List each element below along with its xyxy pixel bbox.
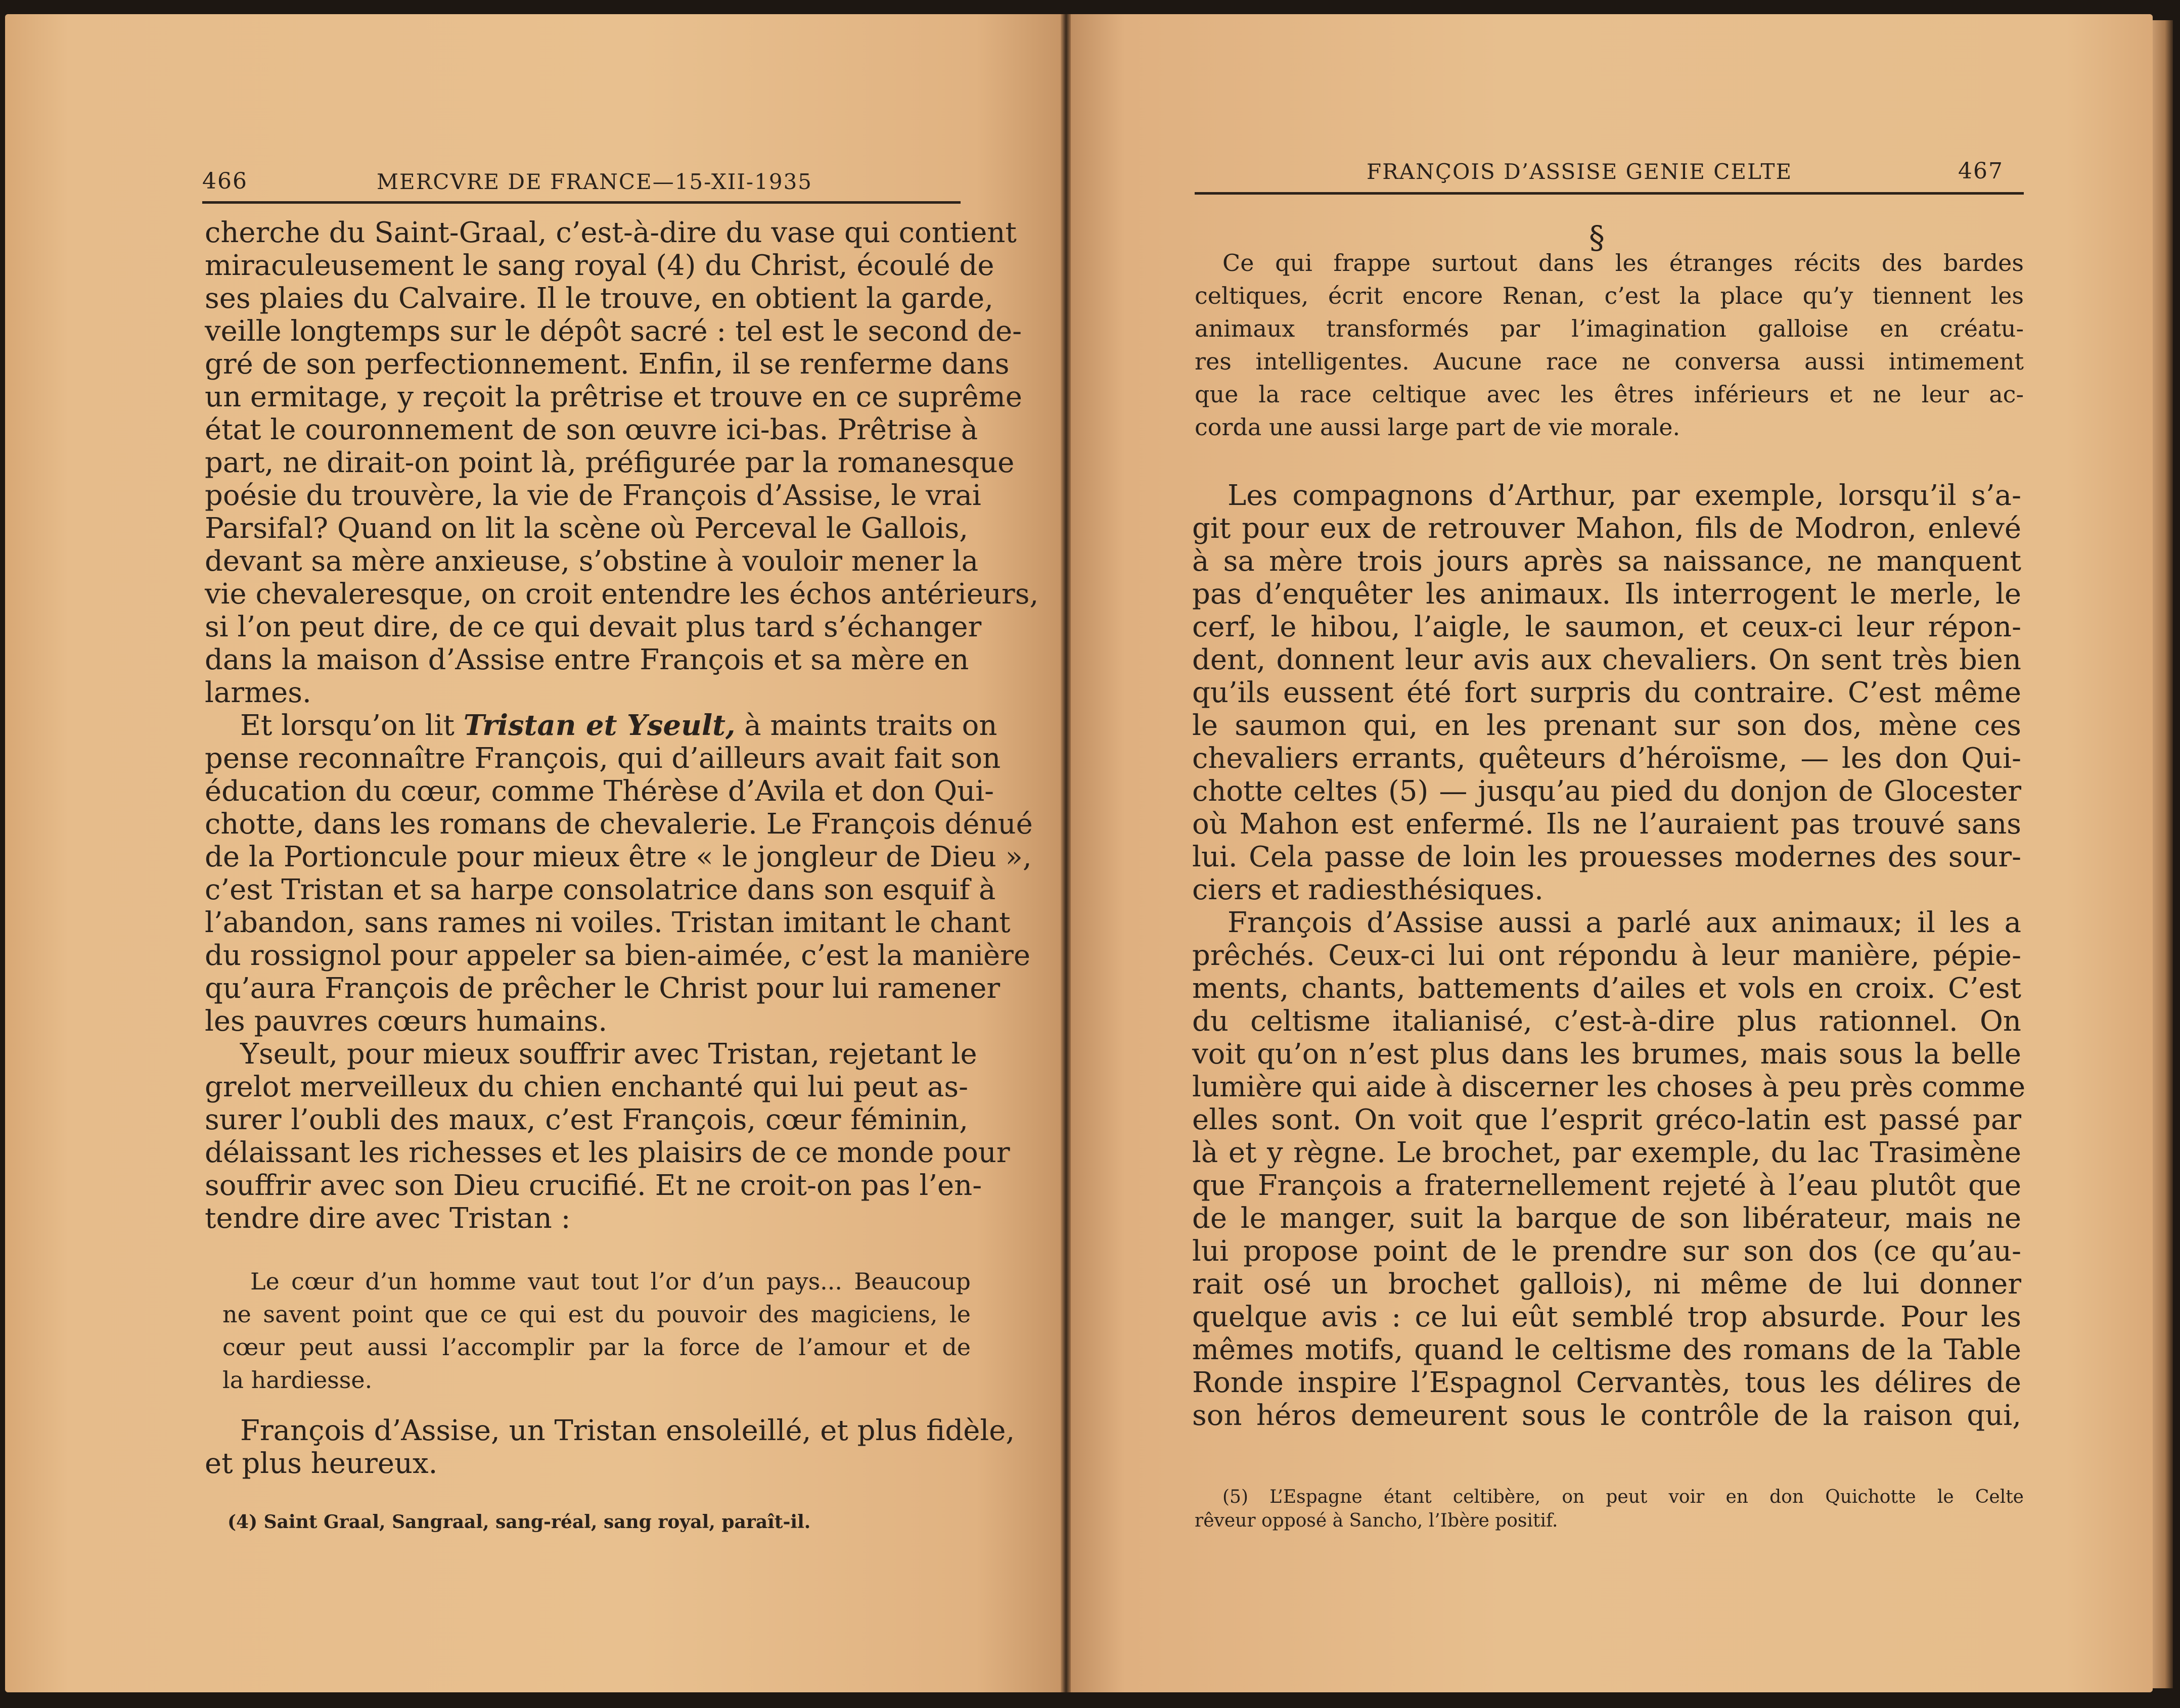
body-line: ments, chants, battements d’ailes et vols en croix. C’est xyxy=(1192,972,2021,1005)
left-footnote xyxy=(228,1510,966,1534)
left-body-text xyxy=(205,216,1039,1235)
body-line: François d’Assise aussi a parlé aux animaux; il les a xyxy=(1228,906,2021,939)
body-line: lumière qui aide à discerner les choses à peu près comme xyxy=(1192,1071,2026,1103)
left-closing-paragraph xyxy=(205,1414,1015,1480)
body-line: du rossignol pour appeler sa bien-aimée, c’est la manière xyxy=(205,939,1031,972)
page-edge xyxy=(2153,20,2173,1688)
body-line: du celtisme italianisé, c’est-à-dire plus rationnel. On xyxy=(1192,1005,2021,1038)
body-line: Yseult, pour mieux souffrir avec Tristan, rejetant le xyxy=(240,1038,977,1071)
body-line: où Mahon est enfermé. Ils ne l’auraient pas trouvé sans xyxy=(1192,808,2021,841)
body-line: Parsifal? Quand on lit la scène où Perceval le Gallois, xyxy=(205,512,968,545)
body-line: lui. Cela passe de loin les prouesses modernes des sour- xyxy=(1192,841,2021,873)
body-line: chevaliers errants, quêteurs d’héroïsme, — les don Qui- xyxy=(1192,742,2021,775)
body-line: gré de son perfectionnement. Enfin, il se renferme dans xyxy=(205,348,1010,381)
body-line: git pour eux de retrouver Mahon, fils de Modron, enlevé xyxy=(1192,512,2021,545)
body-line: cherche du Saint-Graal, c’est-à-dire du vase qui contient xyxy=(205,216,1017,249)
body-line: ciers et radiesthésiques. xyxy=(1192,873,1543,906)
body-line: les pauvres cœurs humains. xyxy=(205,1005,608,1038)
body-line: dans la maison d’Assise entre François et sa mère en xyxy=(205,643,969,676)
quote-line: la hardiesse. xyxy=(222,1366,373,1394)
body-line: à sa mère trois jours après sa naissance, ne manquent xyxy=(1192,545,2021,578)
quote-line: ne savent point que ce qui est du pouvoir des magiciens, le xyxy=(222,1301,971,1328)
body-line: poésie du trouvère, la vie de François d’Assise, le vrai xyxy=(205,479,981,512)
body-line: quelque avis : ce lui eût semblé trop absurde. Pour les xyxy=(1192,1301,2021,1333)
quote-line: Le cœur d’un homme vaut tout l’or d’un pays... Beaucoup xyxy=(250,1268,971,1295)
right-footnote xyxy=(1195,1485,2024,1533)
footnote-line: (4) Saint Graal, Sangraal, sang-réal, sang royal, paraît-il. xyxy=(228,1511,811,1533)
body-line: prêchés. Ceux-ci lui ont répondu à leur manière, pépie- xyxy=(1192,939,2021,972)
body-line: François d’Assise, un Tristan ensoleillé, et plus fidèle, xyxy=(240,1414,1015,1447)
header-rule xyxy=(202,201,961,204)
body-line: larmes. xyxy=(205,676,311,709)
body-line: l’abandon, sans rames ni voiles. Tristan imitant le chant xyxy=(205,906,1011,939)
body-line: là et y règne. Le brochet, par exemple, du lac Trasimène xyxy=(1192,1136,2021,1169)
body-line: vie chevaleresque, on croit entendre les échos antérieurs, xyxy=(205,578,1039,611)
body-line xyxy=(205,709,997,742)
body-line: part, ne dirait-on point là, préfigurée par la romanesque xyxy=(205,446,1015,479)
body-line: lui propose point de le prendre sur son dos (ce qu’au- xyxy=(1192,1235,2021,1268)
page-number: 466 xyxy=(202,168,248,194)
body-line: qu’ils eussent été fort surpris du contraire. C’est même xyxy=(1192,676,2021,709)
running-head-title: MERCVRE DE FRANCE—15-XII-1935 xyxy=(377,169,813,194)
body-line: que François a fraternellement rejeté à l’eau plutôt que xyxy=(1192,1169,2021,1202)
quote-line: celtiques, écrit encore Renan, c’est la place qu’y tiennent les xyxy=(1195,282,2024,309)
right-running-head xyxy=(1195,151,2014,186)
body-line: son héros demeurent sous le contrôle de la raison qui, xyxy=(1192,1399,2021,1432)
section-mark: § xyxy=(1589,219,1605,256)
body-line: veille longtemps sur le dépôt sacré : tel est le second de- xyxy=(205,315,1022,348)
body-line: et plus heureux. xyxy=(205,1447,438,1480)
quote-line: animaux transformés par l’imagination galloise en créatu- xyxy=(1195,315,2024,342)
body-line: de la Portioncule pour mieux être « le jongleur de Dieu », xyxy=(205,841,1032,873)
page-number: 467 xyxy=(1958,158,2004,184)
header-rule xyxy=(1195,192,2024,195)
body-line: grelot merveilleux du chien enchanté qui lui peut as- xyxy=(205,1071,968,1103)
book-gutter xyxy=(1061,14,1071,1692)
body-line: chotte, dans les romans de chevalerie. Le François dénué xyxy=(205,808,1033,841)
body-line: Les compagnons d’Arthur, par exemple, lorsqu’il s’a- xyxy=(1228,479,2021,512)
footnote-line: rêveur opposé à Sancho, l’Ibère positif. xyxy=(1195,1510,1558,1531)
body-line: c’est Tristan et sa harpe consolatrice dans son esquif à xyxy=(205,873,996,906)
body-line: miraculeusement le sang royal (4) du Christ, écoulé de xyxy=(205,249,994,282)
quote-line: res intelligentes. Aucune race ne conversa aussi intimement xyxy=(1195,348,2024,375)
body-line: délaissant les richesses et les plaisirs de ce monde pour xyxy=(205,1136,1010,1169)
body-line: si l’on peut dire, de ce qui devait plus tard s’échanger xyxy=(205,611,982,643)
body-line-part: à maints traits on xyxy=(735,709,997,742)
right-body-text xyxy=(1192,479,2026,1432)
right-page xyxy=(1071,14,2153,1692)
body-line-part: Et lorsqu’on lit xyxy=(240,709,464,742)
body-line: un ermitage, y reçoit la prêtrise et trouve en ce suprême xyxy=(205,381,1022,413)
body-line: ses plaies du Calvaire. Il le trouve, en obtient la garde, xyxy=(205,282,993,315)
body-line: le saumon qui, en les prenant sur son dos, mène ces xyxy=(1192,709,2021,742)
left-block-quote xyxy=(222,1265,971,1397)
body-line: éducation du cœur, comme Thérèse d’Avila et don Qui- xyxy=(205,775,994,808)
body-line: pense reconnaître François, qui d’ailleurs avait fait son xyxy=(205,742,1001,775)
running-head-title: FRANÇOIS D’ASSISE GENIE CELTE xyxy=(1367,159,1793,184)
body-line: tendre dire avec Tristan : xyxy=(205,1202,571,1235)
body-line: devant sa mère anxieuse, s’obstine à vouloir mener la xyxy=(205,545,979,578)
left-page xyxy=(5,14,1061,1692)
right-block-quote xyxy=(1195,247,2024,444)
footnote-line: (5) L’Espagne étant celtibère, on peut voir en don Quichotte le Celte xyxy=(1222,1487,2024,1507)
body-line: cerf, le hibou, l’aigle, le saumon, et ceux-ci leur répon- xyxy=(1192,611,2021,643)
body-line: de le manger, suit la barque de son libérateur, mais ne xyxy=(1192,1202,2021,1235)
body-line: état le couronnement de son œuvre ici-bas. Prêtrise à xyxy=(205,413,978,446)
quote-line: corda une aussi large part de vie morale. xyxy=(1195,413,1681,441)
quote-line: cœur peut aussi l’accomplir par la force de l’amour et de xyxy=(222,1333,971,1361)
quote-line: Ce qui frappe surtout dans les étranges récits des bardes xyxy=(1222,249,2024,276)
quote-line: que la race celtique avec les êtres inférieurs et ne leur ac- xyxy=(1195,381,2024,408)
body-line: Ronde inspire l’Espagnol Cervantès, tous les délires de xyxy=(1192,1366,2021,1399)
body-line: souffrir avec son Dieu crucifié. Et ne croit-on pas l’en- xyxy=(205,1169,982,1202)
body-line: elles sont. On voit que l’esprit gréco-latin est passé par xyxy=(1192,1103,2021,1136)
left-running-head xyxy=(202,161,971,196)
italic-title: Tristan et Yseult, xyxy=(463,709,736,742)
body-line: voit qu’on n’est plus dans les brumes, mais sous la belle xyxy=(1192,1038,2021,1071)
body-line: dent, donnent leur avis aux chevaliers. On sent très bien xyxy=(1192,643,2021,676)
body-line: surer l’oubli des maux, c’est François, cœur féminin, xyxy=(205,1103,968,1136)
body-line: qu’aura François de prêcher le Christ pour lui ramener xyxy=(205,972,1001,1005)
body-line: pas d’enquêter les animaux. Ils interrogent le merle, le xyxy=(1192,578,2021,611)
body-line: rait osé un brochet gallois), ni même de lui donner xyxy=(1192,1268,2021,1301)
body-line: chotte celtes (5) — jusqu’au pied du donjon de Glocester xyxy=(1192,775,2021,808)
body-line: mêmes motifs, quand le celtisme des romans de la Table xyxy=(1192,1333,2021,1366)
